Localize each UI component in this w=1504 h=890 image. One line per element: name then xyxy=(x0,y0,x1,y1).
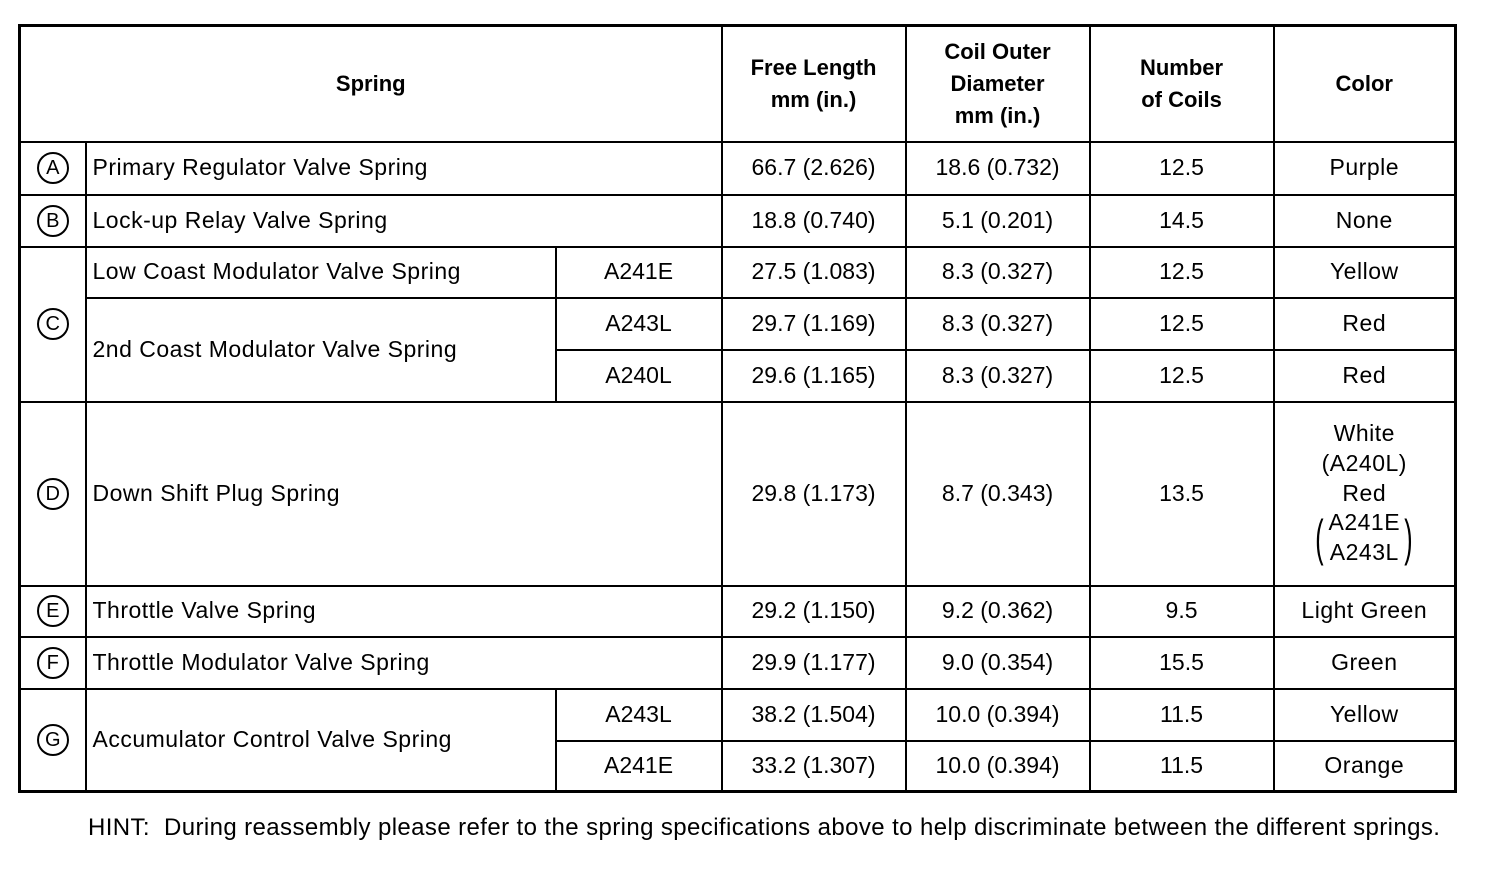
model-a241e: A241E xyxy=(1328,509,1401,536)
spring-name: Accumulator Control Valve Spring xyxy=(86,689,556,792)
color-cell: Purple xyxy=(1274,142,1456,195)
free-length-cell: 38.2 (1.504) xyxy=(722,689,906,741)
header-free-length xyxy=(722,26,906,142)
model-cell: A240L xyxy=(556,350,722,402)
header-color: Color xyxy=(1274,26,1456,142)
coil-od-cell: 8.3 (0.327) xyxy=(906,247,1090,298)
row-letter xyxy=(20,247,86,402)
coil-od-cell: 9.0 (0.354) xyxy=(906,637,1090,689)
coils-cell: 11.5 xyxy=(1090,741,1274,792)
coils-cell: 12.5 xyxy=(1090,298,1274,350)
table-row xyxy=(20,142,1456,195)
coils-cell: 12.5 xyxy=(1090,247,1274,298)
header-coil-od xyxy=(906,26,1090,142)
color-red-note xyxy=(1311,508,1417,568)
circled-letter-c: C xyxy=(37,308,69,340)
color-white-note: (A240L) xyxy=(1321,449,1407,476)
model-cell: A241E xyxy=(556,247,722,298)
coil-od-cell: 8.3 (0.327) xyxy=(906,298,1090,350)
open-paren: ( xyxy=(1315,510,1325,567)
header-spring: Spring xyxy=(20,26,722,142)
table-row xyxy=(20,298,1456,350)
model-stack xyxy=(1329,508,1401,568)
spring-spec-table xyxy=(18,24,1457,793)
hint-note xyxy=(88,813,1458,843)
circled-letter-a: A xyxy=(37,152,69,184)
color-cell: None xyxy=(1274,195,1456,247)
free-length-cell: 29.9 (1.177) xyxy=(722,637,906,689)
spring-name: Down Shift Plug Spring xyxy=(86,402,722,586)
table-row xyxy=(20,247,1456,298)
color-white: White xyxy=(1333,419,1395,446)
coil-od-cell: 10.0 (0.394) xyxy=(906,689,1090,741)
row-letter xyxy=(20,637,86,689)
circled-letter-g: G xyxy=(37,724,69,756)
free-length-cell: 33.2 (1.307) xyxy=(722,741,906,792)
row-letter xyxy=(20,142,86,195)
close-paren: ) xyxy=(1404,510,1413,567)
circled-letter-b: B xyxy=(37,205,69,237)
free-length-cell: 29.2 (1.150) xyxy=(722,586,906,637)
coil-od-cell: 18.6 (0.732) xyxy=(906,142,1090,195)
header-coils xyxy=(1090,26,1274,142)
coils-cell: 15.5 xyxy=(1090,637,1274,689)
color-cell: Red xyxy=(1274,350,1456,402)
color-cell: Light Green xyxy=(1274,586,1456,637)
row-letter xyxy=(20,689,86,792)
coils-cell: 9.5 xyxy=(1090,586,1274,637)
coil-od-cell: 5.1 (0.201) xyxy=(906,195,1090,247)
header-row xyxy=(20,26,1456,142)
spring-name: Throttle Valve Spring xyxy=(86,586,722,637)
spring-name: Throttle Modulator Valve Spring xyxy=(86,637,722,689)
header-free-length-line2: mm (in.) xyxy=(770,86,857,112)
spring-name: Lock-up Relay Valve Spring xyxy=(86,195,722,247)
coil-od-cell: 9.2 (0.362) xyxy=(906,586,1090,637)
row-letter xyxy=(20,402,86,586)
table-row xyxy=(20,402,1456,586)
color-cell: Yellow xyxy=(1274,247,1456,298)
model-cell: A241E xyxy=(556,741,722,792)
circled-letter-d: D xyxy=(37,478,69,510)
spring-name: Primary Regulator Valve Spring xyxy=(86,142,722,195)
coils-cell: 14.5 xyxy=(1090,195,1274,247)
table-row xyxy=(20,637,1456,689)
hint-text: During reassembly please refer to the spring specifications above to help discriminate between the different springs. xyxy=(164,814,1441,841)
color-cell: Green xyxy=(1274,637,1456,689)
coils-cell: 12.5 xyxy=(1090,350,1274,402)
coil-od-cell: 8.7 (0.343) xyxy=(906,402,1090,586)
coils-cell: 13.5 xyxy=(1090,402,1274,586)
header-coil-od-line3: mm (in.) xyxy=(954,102,1041,128)
table-row xyxy=(20,195,1456,247)
free-length-cell: 29.7 (1.169) xyxy=(722,298,906,350)
color-red: Red xyxy=(1342,479,1387,506)
free-length-cell: 66.7 (2.626) xyxy=(722,142,906,195)
hint-label: HINT: xyxy=(88,814,150,841)
color-cell xyxy=(1274,402,1456,586)
coils-cell: 11.5 xyxy=(1090,689,1274,741)
circled-letter-e: E xyxy=(37,595,69,627)
header-free-length-line1: Free Length xyxy=(750,54,877,80)
color-cell: Orange xyxy=(1274,741,1456,792)
spring-name: Low Coast Modulator Valve Spring xyxy=(86,247,556,298)
model-cell: A243L xyxy=(556,689,722,741)
spring-name: 2nd Coast Modulator Valve Spring xyxy=(86,298,556,402)
row-letter xyxy=(20,586,86,637)
table-row xyxy=(20,586,1456,637)
circled-letter-f: F xyxy=(37,647,69,679)
coils-cell: 12.5 xyxy=(1090,142,1274,195)
free-length-cell: 27.5 (1.083) xyxy=(722,247,906,298)
table-row xyxy=(20,689,1456,741)
color-cell: Yellow xyxy=(1274,689,1456,741)
model-cell: A243L xyxy=(556,298,722,350)
model-a243l: A243L xyxy=(1329,539,1399,566)
coil-od-cell: 10.0 (0.394) xyxy=(906,741,1090,792)
free-length-cell: 29.6 (1.165) xyxy=(722,350,906,402)
header-coils-line1: Number xyxy=(1139,54,1224,80)
row-letter xyxy=(20,195,86,247)
free-length-cell: 29.8 (1.173) xyxy=(722,402,906,586)
color-cell: Red xyxy=(1274,298,1456,350)
free-length-cell: 18.8 (0.740) xyxy=(722,195,906,247)
header-coils-line2: of Coils xyxy=(1141,86,1222,112)
header-coil-od-line1: Coil Outer xyxy=(944,38,1051,64)
coil-od-cell: 8.3 (0.327) xyxy=(906,350,1090,402)
header-coil-od-line2: Diameter xyxy=(950,70,1045,96)
